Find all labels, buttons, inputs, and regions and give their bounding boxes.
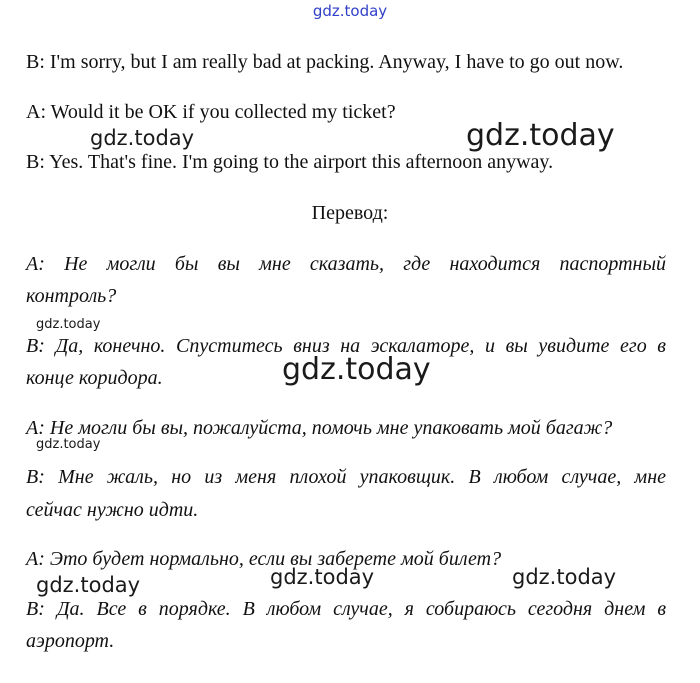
translation-line: сейчас нужно идти. <box>26 499 199 521</box>
translation-line: аэропорт. <box>26 630 115 652</box>
translation-line: конце коридора. <box>26 367 163 389</box>
translation-line: В: Да. Все в порядке. В любом случае, я собираюсь сегодня днем в <box>26 598 666 620</box>
watermark: gdz.today <box>36 573 141 597</box>
translation-heading: Перевод: <box>311 202 389 224</box>
watermark: gdz.today <box>36 437 101 452</box>
dialogue-line-b2: B: Yes. That's fine. I'm going to the airport this afternoon anyway. <box>26 151 554 173</box>
watermark: gdz.today <box>90 126 195 150</box>
watermark: gdz.today <box>270 565 375 589</box>
translation-line: В: Мне жаль, но из меня плохой упаковщик. В любом случае, мне <box>26 466 666 488</box>
translation-line: В: Да, конечно. Спуститесь вниз на эскалаторе, и вы увидите его в <box>26 335 666 357</box>
watermark: gdz.today <box>512 565 617 589</box>
dialogue-line-a1: A: Would it be OK if you collected my ticket? <box>26 101 396 123</box>
watermark-top: gdz.today <box>312 2 388 20</box>
watermark: gdz.today <box>466 118 615 153</box>
translation-line: А: Не могли бы вы мне сказать, где находится паспортный <box>26 253 666 275</box>
translation-line: контроль? <box>26 285 117 307</box>
dialogue-line-b1: B: I'm sorry, but I am really bad at packing. Anyway, I have to go out now. <box>26 51 624 73</box>
watermark: gdz.today <box>282 352 431 387</box>
translation-line: А: Не могли бы вы, пожалуйста, помочь мне упаковать мой багаж? <box>26 417 613 439</box>
translation-line: А: Это будет нормально, если вы заберете мой билет? <box>26 548 502 570</box>
watermark: gdz.today <box>36 317 101 332</box>
